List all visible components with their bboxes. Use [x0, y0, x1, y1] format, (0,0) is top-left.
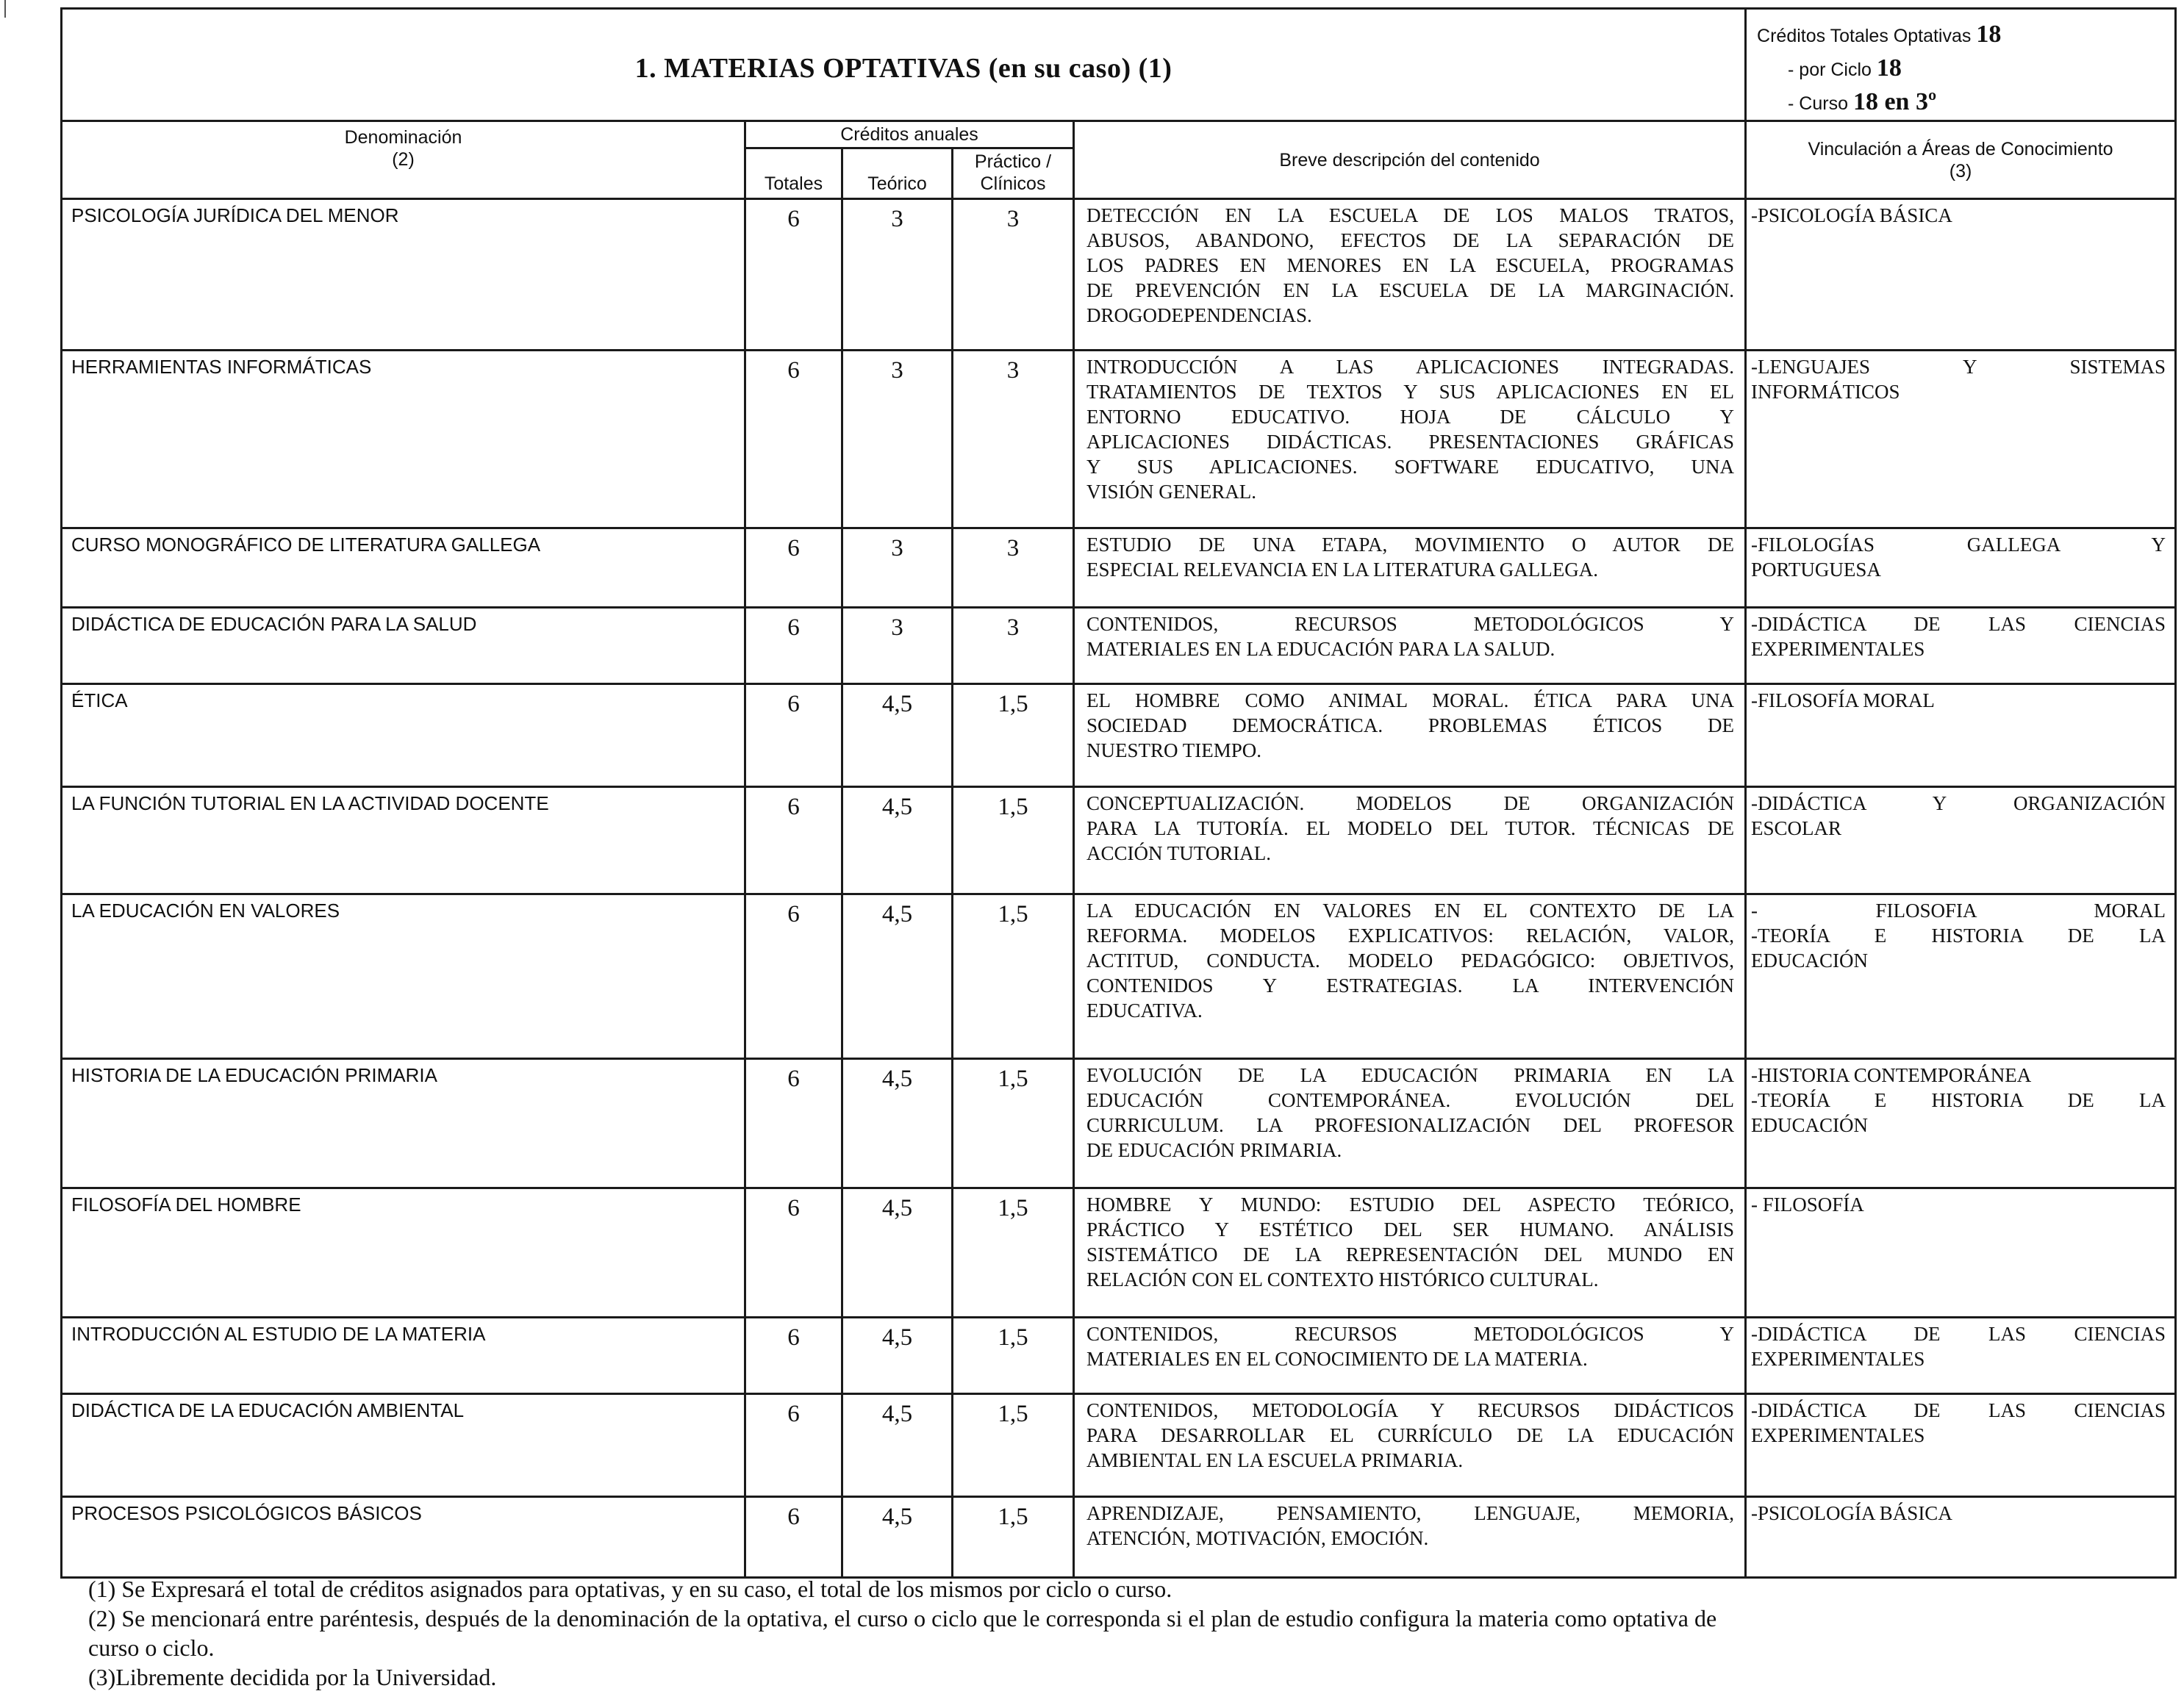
- knowledge-area: [1746, 1059, 2176, 1188]
- description-line: DE EDUCACIÓN PRIMARIA.: [1086, 1139, 1342, 1161]
- credits-cycle-line: [1757, 52, 2174, 86]
- description-line: CURRICULUM. LA PROFESIONALIZACIÓN DEL PROFESOR: [1086, 1114, 1735, 1136]
- description-line: ACTITUD, CONDUCTA. MODELO PEDAGÓGICO: OBJETIVOS,: [1086, 950, 1735, 972]
- knowledge-area: [1746, 608, 2176, 684]
- knowledge-area-line: -FILOLOGÍAS GALLEGA Y: [1751, 534, 2166, 556]
- table-row: [62, 608, 2176, 684]
- knowledge-area-line: -TEORÍA E HISTORIA DE LA: [1751, 925, 2166, 947]
- subject-name: CURSO MONOGRÁFICO DE LITERATURA GALLEGA: [62, 528, 745, 608]
- header-clinicos-label: Clínicos: [980, 173, 1046, 194]
- table-row: [62, 1394, 2176, 1497]
- credits-totales: 6: [745, 1318, 842, 1394]
- content-description: [1074, 528, 1746, 608]
- credits-practico: 1,5: [953, 1059, 1074, 1188]
- scan-edge-mark: [4, 0, 6, 18]
- credits-teorico: 4,5: [842, 1394, 953, 1497]
- description-line: CONCEPTUALIZACIÓN. MODELOS DE ORGANIZACIÓN: [1086, 792, 1735, 814]
- subject-name: INTRODUCCIÓN AL ESTUDIO DE LA MATERIA: [62, 1318, 745, 1394]
- credits-totales: 6: [745, 787, 842, 894]
- description-line: CONTENIDOS, RECURSOS METODOLÓGICOS Y: [1086, 1323, 1735, 1345]
- table-row: [62, 787, 2176, 894]
- header-creditos-anuales: Créditos anuales: [745, 121, 1074, 148]
- knowledge-area-line: -PSICOLOGÍA BÁSICA: [1751, 204, 1952, 226]
- credits-total-value: 18: [1976, 21, 2002, 48]
- credits-course-line: [1757, 86, 2174, 120]
- description-line: Y SUS APLICACIONES. SOFTWARE EDUCATIVO, UNA: [1086, 456, 1735, 478]
- header-denominacion-note: (2): [392, 149, 415, 170]
- credits-practico: 1,5: [953, 1497, 1074, 1578]
- credits-totales: 6: [745, 1394, 842, 1497]
- credits-practico: 3: [953, 199, 1074, 351]
- description-line: SOCIEDAD DEMOCRÁTICA. PROBLEMAS ÉTICOS DE: [1086, 714, 1735, 736]
- description-line: PARA LA TUTORÍA. EL MODELO DEL TUTOR. TÉCNICAS DE: [1086, 817, 1735, 839]
- page-title: 1. MATERIAS OPTATIVAS (en su caso) (1): [634, 53, 1172, 84]
- description-line: NUESTRO TIEMPO.: [1086, 739, 1262, 761]
- header-vinculacion: [1746, 121, 2176, 199]
- credits-totales: 6: [745, 684, 842, 787]
- credits-course-value: 18 en 3º: [1852, 88, 1937, 115]
- description-line: RELACIÓN CON EL CONTEXTO HISTÓRICO CULTURAL.: [1086, 1268, 1599, 1291]
- description-line: PARA DESARROLLAR EL CURRÍCULO DE LA EDUCACIÓN: [1086, 1424, 1735, 1446]
- content-description: [1074, 199, 1746, 351]
- credits-practico: 3: [953, 351, 1074, 528]
- description-line: APLICACIONES DIDÁCTICAS. PRESENTACIONES GRÁFICAS: [1086, 431, 1735, 453]
- credits-totales: 6: [745, 1497, 842, 1578]
- credits-teorico: 4,5: [842, 1188, 953, 1318]
- credits-teorico: 4,5: [842, 684, 953, 787]
- description-line: ESTUDIO DE UNA ETAPA, MOVIMIENTO O AUTOR DE: [1086, 534, 1735, 556]
- knowledge-area-line: EXPERIMENTALES: [1751, 638, 1925, 660]
- knowledge-area-line: -TEORÍA E HISTORIA DE LA: [1751, 1089, 2166, 1111]
- description-line: MATERIALES EN EL CONOCIMIENTO DE LA MATERIA.: [1086, 1348, 1588, 1370]
- header-teorico: Teórico: [842, 148, 953, 199]
- content-description: [1074, 1394, 1746, 1497]
- subject-name: DIDÁCTICA DE LA EDUCACIÓN AMBIENTAL: [62, 1394, 745, 1497]
- knowledge-area: [1746, 787, 2176, 894]
- content-description: [1074, 894, 1746, 1059]
- credits-practico: 1,5: [953, 1318, 1074, 1394]
- knowledge-area-line: - FILOSOFÍA: [1751, 1194, 1864, 1216]
- table-row: [62, 199, 2176, 351]
- credits-teorico: 4,5: [842, 1318, 953, 1394]
- knowledge-area-line: - FILOSOFIA MORAL: [1751, 900, 2166, 922]
- knowledge-area: [1746, 1188, 2176, 1318]
- description-line: APRENDIZAJE, PENSAMIENTO, LENGUAJE, MEMORIA,: [1086, 1502, 1735, 1524]
- description-line: VISIÓN GENERAL.: [1086, 481, 1256, 503]
- table-row: [62, 1188, 2176, 1318]
- subject-name: HERRAMIENTAS INFORMÁTICAS: [62, 351, 745, 528]
- description-line: LA EDUCACIÓN EN VALORES EN EL CONTEXTO DE LA: [1086, 900, 1735, 922]
- knowledge-area-line: -PSICOLOGÍA BÁSICA: [1751, 1502, 1952, 1524]
- credits-practico: 1,5: [953, 684, 1074, 787]
- subject-name: PSICOLOGÍA JURÍDICA DEL MENOR: [62, 199, 745, 351]
- knowledge-area-line: EDUCACIÓN: [1751, 950, 1869, 972]
- knowledge-area-line: ESCOLAR: [1751, 817, 1842, 839]
- description-line: ABUSOS, ABANDONO, EFECTOS DE LA SEPARACIÓN DE: [1086, 229, 1735, 251]
- credits-totales: 6: [745, 1059, 842, 1188]
- header-denominacion: [62, 121, 745, 199]
- header-vinculacion-label: Vinculación a Áreas de Conocimiento: [1808, 139, 2113, 159]
- header-denominacion-label: Denominación: [344, 127, 462, 148]
- credits-teorico: 3: [842, 351, 953, 528]
- knowledge-area-line: EDUCACIÓN: [1751, 1114, 1869, 1136]
- subject-name: FILOSOFÍA DEL HOMBRE: [62, 1188, 745, 1318]
- description-line: MATERIALES EN LA EDUCACIÓN PARA LA SALUD.: [1086, 638, 1555, 660]
- credits-practico: 1,5: [953, 894, 1074, 1059]
- subject-name: LA EDUCACIÓN EN VALORES: [62, 894, 745, 1059]
- knowledge-area: [1746, 1497, 2176, 1578]
- title-row: [62, 9, 2176, 121]
- credits-cycle-label: - por Ciclo: [1788, 60, 1872, 80]
- table-row: [62, 894, 2176, 1059]
- content-description: [1074, 351, 1746, 528]
- content-description: [1074, 1497, 1746, 1578]
- credits-totales: 6: [745, 894, 842, 1059]
- header-practico: [953, 148, 1074, 199]
- subject-name: PROCESOS PSICOLÓGICOS BÁSICOS: [62, 1497, 745, 1578]
- content-description: [1074, 1188, 1746, 1318]
- subject-name: LA FUNCIÓN TUTORIAL EN LA ACTIVIDAD DOCENTE: [62, 787, 745, 894]
- header-totales: Totales: [745, 148, 842, 199]
- credits-practico: 3: [953, 528, 1074, 608]
- knowledge-area-line: -DIDÁCTICA DE LAS CIENCIAS: [1751, 1399, 2166, 1421]
- credits-teorico: 4,5: [842, 1059, 953, 1188]
- table-row: [62, 684, 2176, 787]
- knowledge-area-line: EXPERIMENTALES: [1751, 1348, 1925, 1370]
- credits-teorico: 4,5: [842, 894, 953, 1059]
- description-line: INTRODUCCIÓN A LAS APLICACIONES INTEGRADAS.: [1086, 356, 1735, 378]
- table-row: [62, 1318, 2176, 1394]
- content-description: [1074, 1059, 1746, 1188]
- description-line: EDUCACIÓN CONTEMPORÁNEA. EVOLUCIÓN DEL: [1086, 1089, 1735, 1111]
- description-line: DROGODEPENDENCIAS.: [1086, 304, 1312, 326]
- header-descripcion: Breve descripción del contenido: [1074, 121, 1746, 199]
- credits-cycle-value: 18: [1876, 54, 1902, 82]
- description-line: CONTENIDOS, METODOLOGÍA Y RECURSOS DIDÁCTICOS: [1086, 1399, 1735, 1421]
- footnote-3: (3)Libremente decidida por la Universidad.: [88, 1664, 497, 1690]
- knowledge-area-line: EXPERIMENTALES: [1751, 1424, 1925, 1446]
- footnote-1: (1) Se Expresará el total de créditos asignados para optativas, y en su caso, el total de los mismos por ciclo o curso.: [88, 1576, 1172, 1602]
- knowledge-area-line: INFORMÁTICOS: [1751, 381, 1900, 403]
- title-cell: [62, 9, 1746, 121]
- description-line: LOS PADRES EN MENORES EN LA ESCUELA, PROGRAMAS: [1086, 254, 1735, 276]
- description-line: CONTENIDOS Y ESTRATEGIAS. LA INTERVENCIÓN: [1086, 974, 1735, 997]
- credits-totales: 6: [745, 1188, 842, 1318]
- optional-subjects-table: [60, 7, 2177, 1579]
- header-vinculacion-note: (3): [1949, 161, 1972, 182]
- content-description: [1074, 684, 1746, 787]
- knowledge-area-line: -DIDÁCTICA DE LAS CIENCIAS: [1751, 613, 2166, 635]
- description-line: ACCIÓN TUTORIAL.: [1086, 842, 1272, 864]
- knowledge-area: [1746, 351, 2176, 528]
- header-row-1: [62, 121, 2176, 148]
- credits-totales: 6: [745, 608, 842, 684]
- description-line: EVOLUCIÓN DE LA EDUCACIÓN PRIMARIA EN LA: [1086, 1064, 1735, 1086]
- credits-teorico: 4,5: [842, 787, 953, 894]
- knowledge-area: [1746, 199, 2176, 351]
- credits-teorico: 3: [842, 608, 953, 684]
- credits-totales: 6: [745, 199, 842, 351]
- description-line: DE PREVENCIÓN EN LA ESCUELA DE LA MARGINACIÓN.: [1086, 279, 1735, 301]
- subject-name: HISTORIA DE LA EDUCACIÓN PRIMARIA: [62, 1059, 745, 1188]
- credits-totales: 6: [745, 351, 842, 528]
- description-line: HOMBRE Y MUNDO: ESTUDIO DEL ASPECTO TEÓRICO,: [1086, 1194, 1735, 1216]
- description-line: TRATAMIENTOS DE TEXTOS Y SUS APLICACIONES EN EL: [1086, 381, 1735, 403]
- content-description: [1074, 608, 1746, 684]
- credits-teorico: 4,5: [842, 1497, 953, 1578]
- credits-teorico: 3: [842, 199, 953, 351]
- subject-name: DIDÁCTICA DE EDUCACIÓN PARA LA SALUD: [62, 608, 745, 684]
- description-line: DETECCIÓN EN LA ESCUELA DE LOS MALOS TRATOS,: [1086, 204, 1735, 226]
- description-line: AMBIENTAL EN LA ESCUELA PRIMARIA.: [1086, 1449, 1464, 1471]
- table-row: [62, 1059, 2176, 1188]
- table-row: [62, 1497, 2176, 1578]
- credits-practico: 1,5: [953, 1394, 1074, 1497]
- credits-course-label: - Curso: [1788, 93, 1848, 114]
- description-line: ATENCIÓN, MOTIVACIÓN, EMOCIÓN.: [1086, 1527, 1429, 1549]
- knowledge-area: [1746, 1318, 2176, 1394]
- content-description: [1074, 1318, 1746, 1394]
- description-line: ENTORNO EDUCATIVO. HOJA DE CÁLCULO Y: [1086, 406, 1735, 428]
- knowledge-area-line: -HISTORIA CONTEMPORÁNEA: [1751, 1064, 2032, 1086]
- credits-totales: 6: [745, 528, 842, 608]
- description-line: CONTENIDOS, RECURSOS METODOLÓGICOS Y: [1086, 613, 1735, 635]
- description-line: REFORMA. MODELOS EXPLICATIVOS: RELACIÓN, VALOR,: [1086, 925, 1735, 947]
- footnotes: [88, 1574, 2117, 1692]
- description-line: ESPECIAL RELEVANCIA EN LA LITERATURA GALLEGA.: [1086, 559, 1598, 581]
- credits-summary: [1746, 9, 2176, 121]
- credits-total-line: [1757, 18, 2174, 52]
- knowledge-area-line: -DIDÁCTICA Y ORGANIZACIÓN: [1751, 792, 2166, 814]
- header-practico-label: Práctico /: [974, 151, 1052, 172]
- credits-practico: 1,5: [953, 1188, 1074, 1318]
- knowledge-area: [1746, 1394, 2176, 1497]
- knowledge-area: [1746, 894, 2176, 1059]
- table-row: [62, 351, 2176, 528]
- knowledge-area: [1746, 528, 2176, 608]
- content-description: [1074, 787, 1746, 894]
- credits-teorico: 3: [842, 528, 953, 608]
- subject-name: ÉTICA: [62, 684, 745, 787]
- knowledge-area: [1746, 684, 2176, 787]
- table-row: [62, 528, 2176, 608]
- credits-practico: 3: [953, 608, 1074, 684]
- credits-practico: 1,5: [953, 787, 1074, 894]
- description-line: PRÁCTICO Y ESTÉTICO DEL SER HUMANO. ANÁLISIS: [1086, 1218, 1735, 1241]
- footnote-2-cont: curso o ciclo.: [88, 1634, 215, 1661]
- description-line: EDUCATIVA.: [1086, 999, 1203, 1022]
- knowledge-area-line: -LENGUAJES Y SISTEMAS: [1751, 356, 2166, 378]
- description-line: EL HOMBRE COMO ANIMAL MORAL. ÉTICA PARA UNA: [1086, 689, 1735, 711]
- credits-total-label: Créditos Totales Optativas: [1757, 26, 1972, 46]
- knowledge-area-line: -FILOSOFÍA MORAL: [1751, 689, 1935, 711]
- knowledge-area-line: -DIDÁCTICA DE LAS CIENCIAS: [1751, 1323, 2166, 1345]
- knowledge-area-line: PORTUGUESA: [1751, 559, 1881, 581]
- footnote-2: (2) Se mencionará entre paréntesis, después de la denominación de la optativa, el curso o ciclo que le corresponda si el plan de estudio configura la materia como optativa de: [88, 1605, 1717, 1632]
- description-line: SISTEMÁTICO DE LA REPRESENTACIÓN DEL MUNDO EN: [1086, 1243, 1735, 1266]
